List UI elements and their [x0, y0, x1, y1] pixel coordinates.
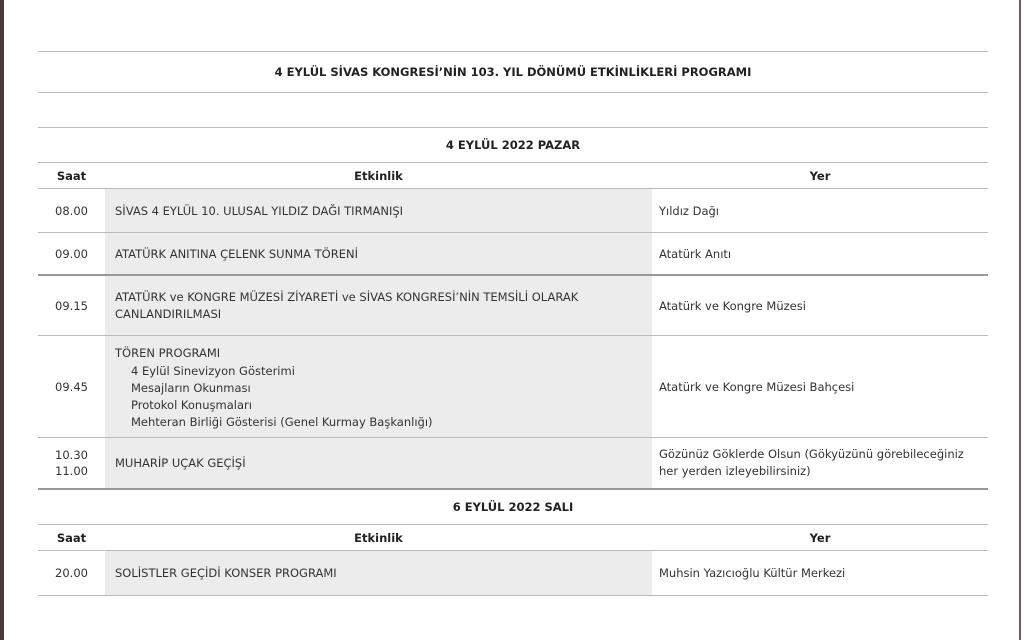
left-border	[0, 0, 4, 640]
right-border	[1019, 0, 1021, 640]
table-row: 10.30 11.00 MUHARİP UÇAK GEÇİŞİ Gözünüz Göklerde Olsun (Gökyüzünü görebileceğiniz her yerden izleyebilirsiniz)	[38, 438, 988, 490]
header-time: Saat	[56, 168, 87, 183]
table-row: 08.00 SİVAS 4 EYLÜL 10. ULUSAL YILDIZ DAĞI TIRMANIŞI Yıldız Dağı	[38, 189, 988, 233]
header-place: Yer	[809, 168, 831, 183]
header-event: Etkinlik	[354, 168, 403, 183]
table-header	[38, 163, 988, 189]
page-title: 4 EYLÜL SİVAS KONGRESİ’NİN 103. YIL DÖNÜMÜ ETKİNLİKLERİ PROGRAMI	[38, 52, 988, 93]
day2-date: 6 EYLÜL 2022 SALI	[38, 490, 988, 525]
program-table	[38, 51, 988, 596]
day1-date: 4 EYLÜL 2022 PAZAR	[38, 128, 988, 163]
table-header: Saat Etkinlik Yer	[38, 525, 988, 551]
table-row: 20.00 SOLİSTLER GEÇİDİ KONSER PROGRAMI Muhsin Yazıcıoğlu Kültür Merkezi	[38, 551, 988, 596]
table-row: 09.15 ATATÜRK ve KONGRE MÜZESİ ZİYARETİ ve SİVAS KONGRESİ’NİN TEMSİLİ OLARAK CANLANDIRILMASI Atatürk ve Kongre Müzesi	[38, 276, 988, 336]
table-row: 09.45 TÖREN PROGRAMI 4 Eylül Sinevizyon Gösterimi Mesajların Okunması Protokol Konuşmaları Mehteran Birliği Gösterisi (Genel Kurmay Başkanlığı) Atatürk ve Kongre Müzesi Bahçesi	[38, 336, 988, 438]
table-row: 09.00 ATATÜRK ANITINA ÇELENK SUNMA TÖRENİ Atatürk Anıtı	[38, 233, 988, 276]
